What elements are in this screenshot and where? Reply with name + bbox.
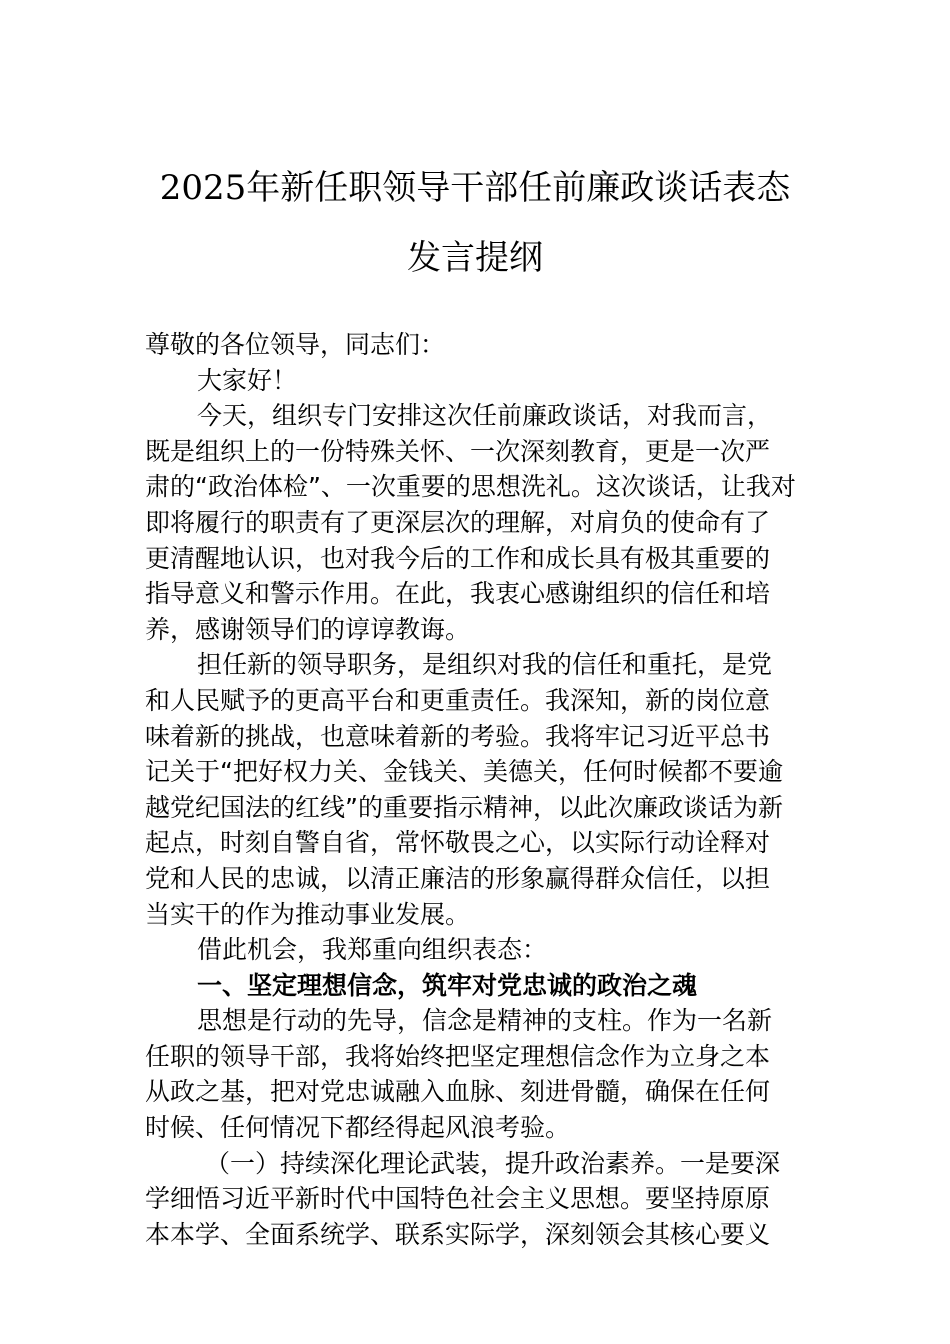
- greeting: 大家好！: [197, 365, 298, 395]
- document-title-line-1: 2025年新任职领导干部任前廉政谈话表态: [159, 168, 791, 208]
- paragraph-line: 越党纪国法的红线”的重要指示精神，以此次廉政谈话为新: [145, 792, 783, 822]
- paragraph-line: 养，感谢领导们的谆谆教诲。: [145, 614, 471, 644]
- paragraph-line: 和人民赋予的更高平台和更重责任。我深知，新的岗位意: [145, 685, 771, 715]
- paragraph-line: 担任新的领导职务，是组织对我的信任和重托，是党: [197, 650, 773, 680]
- paragraph-line: 学细悟习近平新时代中国特色社会主义思想。要坚持原原: [145, 1184, 771, 1214]
- document-title-line-2: 发言提纲: [407, 238, 543, 278]
- paragraph-line: 当实干的作为推动事业发展。: [145, 899, 471, 929]
- document-body: [145, 327, 810, 1252]
- paragraph-line: 即将履行的职责有了更深层次的理解，对肩负的使命有了: [145, 507, 771, 537]
- paragraph-line: 今天，组织专门安排这次任前廉政谈话，对我而言，: [197, 401, 773, 431]
- subsection-line: （一）持续深化理论武装，提升政治素养。一是要深: [205, 1148, 781, 1178]
- salutation: 尊敬的各位领导，同志们：: [145, 330, 446, 359]
- paragraph-line: 肃的“政治体检”、一次重要的思想洗礼。这次谈话，让我对: [145, 472, 796, 502]
- paragraph-line: 借此机会，我郑重向组织表态：: [197, 935, 548, 965]
- paragraph-line: 指导意义和警示作用。在此，我衷心感谢组织的信任和培: [145, 579, 771, 609]
- paragraph-line: 时候、任何情况下都经得起风浪考验。: [145, 1113, 571, 1143]
- section-heading: 一、坚定理想信念，筑牢对党忠诚的政治之魂: [197, 970, 698, 1000]
- paragraph-line: 记关于“把好权力关、金钱关、美德关，任何时候都不要逾: [145, 757, 783, 787]
- paragraph-line: 党和人民的忠诚，以清正廉洁的形象赢得群众信任，以担: [145, 863, 771, 893]
- paragraph-line: 起点，时刻自警自省，常怀敬畏之心，以实际行动诠释对: [145, 828, 771, 858]
- paragraph-line: 思想是行动的先导，信念是精神的支柱。作为一名新: [197, 1006, 773, 1036]
- paragraph-line: 更清醒地认识，也对我今后的工作和成长具有极其重要的: [145, 543, 771, 573]
- paragraph-line: 本本学、全面系统学、联系实际学，深刻领会其核心要义: [145, 1219, 771, 1249]
- paragraph-line: 从政之基，把对党忠诚融入血脉、刻进骨髓，确保在任何: [145, 1077, 771, 1107]
- paragraph-line: 味着新的挑战，也意味着新的考验。我将牢记习近平总书: [145, 721, 771, 751]
- paragraph-line: 既是组织上的一份特殊关怀、一次深刻教育，更是一次严: [145, 436, 771, 466]
- paragraph-line: 任职的领导干部，我将始终把坚定理想信念作为立身之本: [145, 1041, 771, 1071]
